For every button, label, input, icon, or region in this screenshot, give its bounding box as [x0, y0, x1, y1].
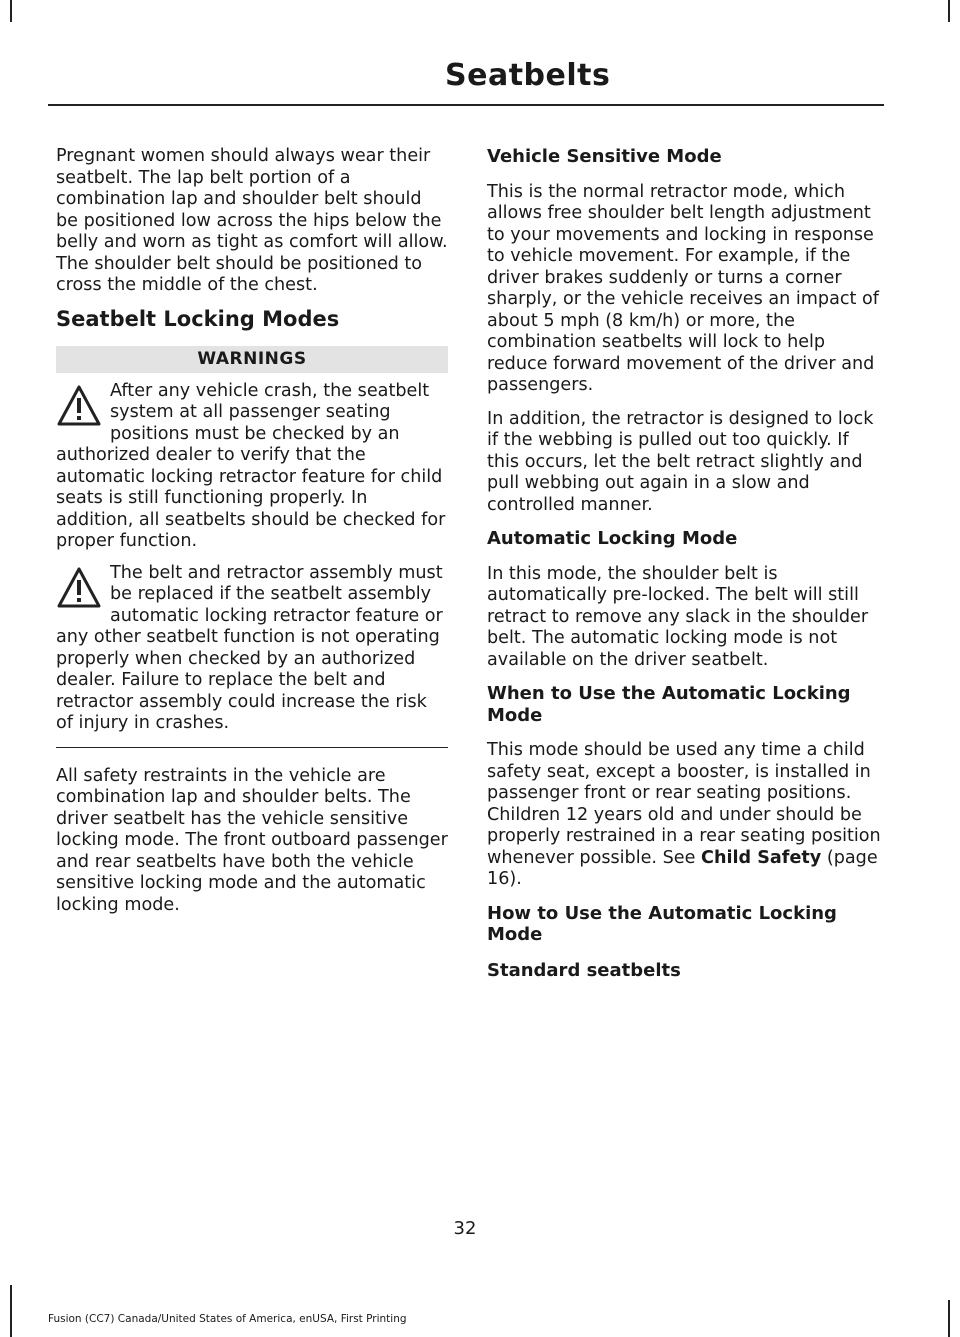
warning-item	[56, 381, 448, 553]
crop-mark-top-right	[948, 0, 950, 22]
section-heading: Seatbelt Locking Modes	[56, 306, 340, 331]
page-header	[0, 58, 940, 93]
subheading-when-to-use: When to Use the Automatic Locking Mode	[487, 683, 851, 726]
subheading-automatic-locking: Automatic Locking Mode	[487, 528, 738, 549]
warnings-banner: WARNINGS	[56, 346, 448, 373]
crop-mark-top-left	[10, 0, 12, 22]
page-reference: (page 16).	[487, 847, 878, 889]
left-column	[56, 146, 448, 928]
right-column	[487, 146, 882, 995]
paragraph: This is the normal retractor mode, which allows free shoulder belt length adjustment to your movements and locking in response to vehicle movement. For example, if the driver brakes suddenly or turns a corner sharply, or the vehicle receives an impact of about 5 mph (8 km/h) or more, the combination seatbelts will lock to help reduce forward movement of the driver and passengers.	[487, 181, 879, 395]
crop-mark-bottom-right	[948, 1300, 950, 1337]
warning-item	[56, 563, 448, 735]
warnings-divider	[56, 747, 448, 748]
page-number: 32	[453, 1218, 477, 1239]
cross-reference-link[interactable]: Child Safety	[701, 847, 822, 868]
page-title: Seatbelts	[445, 58, 611, 93]
paragraph	[487, 740, 882, 891]
warning-triangle-icon	[56, 383, 102, 429]
body-paragraph: All safety restraints in the vehicle are combination lap and shoulder belts. The driver seatbelt has the vehicle sensitive locking mode. The front outboard passenger and rear seatbelts have both the vehicle sensitive locking mode and the automatic locking mode.	[56, 765, 448, 915]
paragraph-text: This mode should be used any time a child safety seat, except a booster, is installed in passenger front or rear seating positions. Children 12 years old and under should be properly restrained in a rear seating position whenever possible. See	[487, 740, 881, 868]
intro-paragraph: Pregnant women should always wear their seatbelt. The lap belt portion of a combination lap and shoulder belt should be positioned low across the hips below the belly and worn as tight as comfort will allow. The shoulder belt should be positioned to cross the middle of the chest.	[56, 146, 448, 295]
paragraph: In addition, the retractor is designed to lock if the webbing is pulled out too quickly. If this occurs, let the belt retract slightly and pull webbing out again in a slow and controlled manner.	[487, 408, 874, 515]
subheading-vehicle-sensitive: Vehicle Sensitive Mode	[487, 146, 722, 167]
crop-mark-bottom-left	[10, 1285, 12, 1337]
warning-triangle-icon	[56, 565, 102, 611]
footer-text: Fusion (CC7) Canada/United States of America, enUSA, First Printing	[48, 1313, 407, 1325]
subheading-how-to-use: How to Use the Automatic Locking Mode	[487, 902, 837, 945]
warning-text: The belt and retractor assembly must be replaced if the seatbelt assembly automatic locking retractor feature or any other seatbelt function is not operating properly when checked by an authorized dealer. Failure to replace the belt and retractor assembly could increase the risk of injury in crashes.	[56, 562, 443, 733]
header-rule	[48, 104, 884, 106]
paragraph: In this mode, the shoulder belt is automatically pre-locked. The belt will still retract to remove any slack in the shoulder belt. The automatic locking mode is not available on the driver seatbelt.	[487, 563, 869, 670]
warning-text: After any vehicle crash, the seatbelt system at all passenger seating positions must be checked by an authorized dealer to verify that the automatic locking retractor feature for child seats is still functioning properly. In addition, all seatbelts should be checked for proper function.	[56, 380, 446, 551]
subheading-standard-seatbelts: Standard seatbelts	[487, 959, 681, 981]
